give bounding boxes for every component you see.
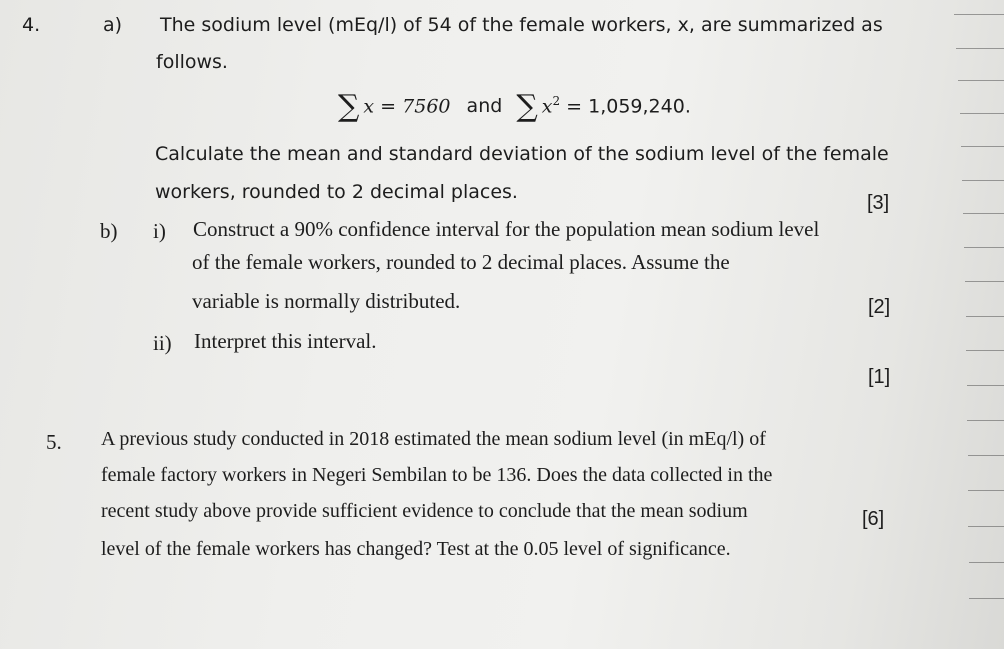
part-a-marks: [3] bbox=[867, 192, 890, 214]
part-b-ii-label: ii) bbox=[153, 331, 172, 355]
sum-formula bbox=[338, 89, 691, 125]
part-b-i-line-3: variable is normally distributed. bbox=[192, 289, 461, 313]
part-b-label: b) bbox=[100, 219, 118, 243]
question-4-number: 4. bbox=[22, 14, 41, 36]
question-5-line-3: recent study above provide sufficient evidence to conclude that the mean sodium bbox=[101, 500, 748, 522]
question-5-number: 5. bbox=[46, 430, 62, 454]
sigma-symbol-2: ∑ bbox=[516, 89, 538, 125]
part-b-i-line-1: Construct a 90% confidence interval for the population mean sodium level bbox=[193, 217, 820, 241]
sigma-symbol: ∑ bbox=[338, 89, 360, 125]
question-5-line-1: A previous study conducted in 2018 estimated the mean sodium level (in mEq/l) of bbox=[101, 428, 766, 450]
part-b-ii-marks: [1] bbox=[868, 366, 891, 388]
sum-x2-variable: x bbox=[541, 95, 553, 118]
part-a-line-4: workers, rounded to 2 decimal places. bbox=[155, 181, 518, 203]
part-b-i-label: i) bbox=[153, 219, 166, 243]
part-b-ii-line-1: Interpret this interval. bbox=[194, 329, 377, 353]
sum-x2-value: = 1,059,240. bbox=[560, 95, 691, 118]
part-a-label: a) bbox=[103, 14, 123, 36]
question-5-marks: [6] bbox=[862, 508, 885, 530]
sum-x-expression: x = 7560 bbox=[363, 95, 451, 118]
sum-x2-exponent: 2 bbox=[552, 94, 561, 108]
question-5-line-2: female factory workers in Negeri Sembilan to be 136. Does the data collected in the bbox=[101, 464, 773, 486]
question-5-line-4: level of the female workers has changed? Test at the 0.05 level of significance. bbox=[101, 538, 731, 560]
and-word: and bbox=[466, 95, 503, 118]
part-a-line-1: The sodium level (mEq/l) of 54 of the female workers, x, are summarized as bbox=[160, 14, 883, 36]
part-a-line-3: Calculate the mean and standard deviation of the sodium level of the female bbox=[155, 143, 889, 165]
page-edge-lines bbox=[944, 0, 1004, 649]
part-a-line-2: follows. bbox=[156, 51, 228, 73]
part-b-i-marks: [2] bbox=[868, 296, 891, 318]
part-b-i-line-2: of the female workers, rounded to 2 decimal places. Assume the bbox=[192, 250, 730, 274]
